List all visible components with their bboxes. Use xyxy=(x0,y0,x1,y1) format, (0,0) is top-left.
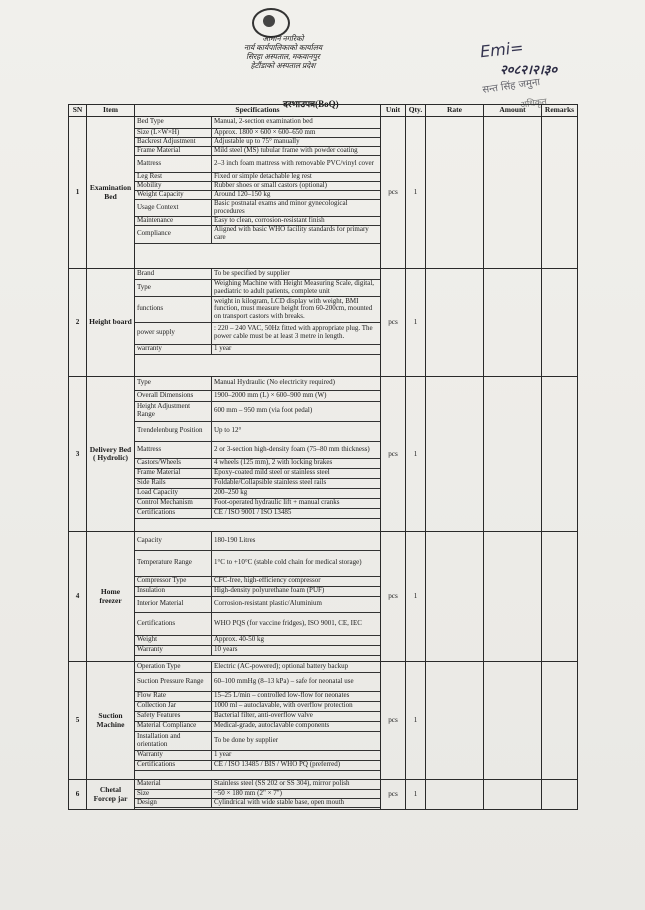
col-rate: Rate xyxy=(426,105,484,117)
spec-key: Load Capacity xyxy=(135,488,212,498)
spec-value: 1000 ml – autoclavable, with overflow protection xyxy=(212,701,381,711)
spec-row xyxy=(135,269,380,279)
spec-table xyxy=(135,532,380,656)
spec-row xyxy=(135,576,380,586)
stamp-line: आमान नगरिको xyxy=(262,34,304,43)
table-row xyxy=(69,117,578,269)
item-specifications xyxy=(135,780,381,810)
col-sn: SN xyxy=(69,105,87,117)
spec-key: Certifications xyxy=(135,612,212,635)
spec-value: Rubber shoes or small castors (optional) xyxy=(212,181,381,190)
spec-key: Backrest Adjustment xyxy=(135,137,212,146)
spec-key: Suction Pressure Range xyxy=(135,672,212,691)
item-qty: 1 xyxy=(406,117,426,269)
item-name: Home freezer xyxy=(87,532,135,662)
item-amount xyxy=(484,269,542,377)
spec-key: Warranty xyxy=(135,645,212,655)
stamp-line: सिरहा अस्पताल, मकवानपुर xyxy=(246,52,320,61)
spec-key: Overall Dimensions xyxy=(135,390,212,401)
spec-value: Up to 12° xyxy=(212,421,381,441)
spec-key: Operation Type xyxy=(135,662,212,672)
spec-value: 1 year xyxy=(212,344,381,354)
spec-key: Type xyxy=(135,377,212,390)
spec-value: High-density polyurethane foam (PUF) xyxy=(212,586,381,596)
spec-key: Frame Material xyxy=(135,468,212,478)
item-qty: 1 xyxy=(406,780,426,810)
spec-key: Brand xyxy=(135,269,212,279)
item-name: Examination Bed xyxy=(87,117,135,269)
spec-value: Epoxy-coated mild steel or stainless steel xyxy=(212,468,381,478)
spec-key: Mattress xyxy=(135,155,212,172)
spec-row xyxy=(135,731,380,750)
spec-row xyxy=(135,645,380,655)
table-row xyxy=(69,532,578,662)
spec-value: CE / ISO 9001 / ISO 13485 xyxy=(212,508,381,518)
item-name: Suction Machine xyxy=(87,662,135,780)
item-rate xyxy=(426,780,484,810)
item-unit: pcs xyxy=(381,117,406,269)
spec-key: Installation and orientation xyxy=(135,731,212,750)
col-qty: Qty. xyxy=(406,105,426,117)
office-stamp xyxy=(228,34,338,70)
boq-title: दरभाउपत्र(BoQ) xyxy=(283,99,339,109)
spec-key: Bed Type xyxy=(135,117,212,128)
col-amount: Amount xyxy=(484,105,542,117)
spec-key: Mobility xyxy=(135,181,212,190)
item-sn: 3 xyxy=(69,377,87,532)
spec-row xyxy=(135,401,380,421)
spec-key: Usage Context xyxy=(135,199,212,216)
spec-row xyxy=(135,750,380,760)
spec-key: Compressor Type xyxy=(135,576,212,586)
item-specifications xyxy=(135,532,381,662)
spec-value: Cylindrical with wide stable base, open mouth xyxy=(212,798,381,807)
spec-value: 10 years xyxy=(212,645,381,655)
spec-key: Temperature Range xyxy=(135,550,212,576)
spec-key: Capacity xyxy=(135,532,212,550)
spec-value: Foldable/Collapsible stainless steel rails xyxy=(212,478,381,488)
spec-row xyxy=(135,798,380,807)
spec-row xyxy=(135,760,380,770)
spec-key: warranty xyxy=(135,344,212,354)
item-name: Delivery Bed ( Hydrolic) xyxy=(87,377,135,532)
spec-row xyxy=(135,691,380,701)
spec-value: Around 120–150 kg xyxy=(212,190,381,199)
item-qty: 1 xyxy=(406,269,426,377)
spec-value: 200–250 kg xyxy=(212,488,381,498)
spec-row xyxy=(135,190,380,199)
spec-value: Aligned with basic WHO facility standards for primary care xyxy=(212,225,381,243)
signature-date: २०८२।२।३० xyxy=(500,63,558,78)
spec-value: Stainless steel (SS 202 or SS 304), mirror polish xyxy=(212,780,381,789)
item-sn: 6 xyxy=(69,780,87,810)
spec-row xyxy=(135,390,380,401)
spec-value: Basic postnatal exams and minor gynecological procedures xyxy=(212,199,381,216)
spec-value: ~50 × 180 mm (2" × 7") xyxy=(212,789,381,798)
col-specifications: Specifications xyxy=(135,105,381,117)
header-row xyxy=(69,105,578,117)
item-remarks xyxy=(542,377,578,532)
item-rate xyxy=(426,532,484,662)
spec-value: Adjustable up to 75° manually xyxy=(212,137,381,146)
spec-value: Manual, 2-section examination bed xyxy=(212,117,381,128)
item-rate xyxy=(426,117,484,269)
spec-value: Mild steel (MS) tubular frame with powder coating xyxy=(212,146,381,155)
spec-row xyxy=(135,279,380,296)
spec-row xyxy=(135,216,380,225)
item-specifications xyxy=(135,377,381,532)
spec-key: Mattress xyxy=(135,441,212,458)
spec-row xyxy=(135,672,380,691)
col-unit: Unit xyxy=(381,105,406,117)
item-specifications xyxy=(135,662,381,780)
table-row xyxy=(69,662,578,780)
spec-value: Electric (AC-powered); optional battery backup xyxy=(212,662,381,672)
spec-value: 2–3 inch foam mattress with removable PVC/vinyl cover xyxy=(212,155,381,172)
spec-value: 2 or 3-section high-density foam (75–80 mm thickness) xyxy=(212,441,381,458)
spec-value: Bacterial filter, anti-overflow valve xyxy=(212,711,381,721)
spec-key: Height Adjustment Range xyxy=(135,401,212,421)
spec-row xyxy=(135,586,380,596)
spec-row xyxy=(135,181,380,190)
spec-key: Control Mechanism xyxy=(135,498,212,508)
spec-row xyxy=(135,146,380,155)
spec-row xyxy=(135,701,380,711)
spec-key: Collection Jar xyxy=(135,701,212,711)
spec-row xyxy=(135,199,380,216)
signature-role: अधिकृत xyxy=(519,97,548,111)
item-amount xyxy=(484,377,542,532)
spec-value: CFC-free, high-efficiency compressor xyxy=(212,576,381,586)
item-sn: 5 xyxy=(69,662,87,780)
spec-value: 600 mm – 950 mm (via foot pedal) xyxy=(212,401,381,421)
item-name: Height board xyxy=(87,269,135,377)
spec-row xyxy=(135,421,380,441)
item-amount xyxy=(484,117,542,269)
item-rate xyxy=(426,377,484,532)
spec-value: 60–100 mmHg (8–13 kPa) – safe for neonatal use xyxy=(212,672,381,691)
item-amount xyxy=(484,532,542,662)
spec-row xyxy=(135,225,380,243)
item-remarks xyxy=(542,532,578,662)
spec-key: Certifications xyxy=(135,760,212,770)
item-name: Chetal Forcep jar xyxy=(87,780,135,810)
col-item: Item xyxy=(87,105,135,117)
spec-value: WHO PQS (for vaccine fridges), ISO 9001, CE, IEC xyxy=(212,612,381,635)
spec-key: Material Compliance xyxy=(135,721,212,731)
spec-row xyxy=(135,296,380,322)
spec-value: : 220 – 240 VAC, 50Hz fitted with appropriate plug. The power cable must be at least 3 metre in length. xyxy=(212,322,381,344)
spec-row xyxy=(135,635,380,645)
item-unit: pcs xyxy=(381,377,406,532)
spec-key: Safety Features xyxy=(135,711,212,721)
signature-name: सन्त सिंह जमुना xyxy=(481,76,541,96)
spec-value: Approx. 1800 × 600 × 600–650 mm xyxy=(212,128,381,137)
spec-value: Easy to clean, corrosion-resistant finish xyxy=(212,216,381,225)
spec-value: 15–25 L/min – controlled low-flow for neonates xyxy=(212,691,381,701)
item-qty: 1 xyxy=(406,377,426,532)
spec-row xyxy=(135,498,380,508)
spec-row xyxy=(135,612,380,635)
item-specifications xyxy=(135,117,381,269)
spec-key: Type xyxy=(135,279,212,296)
spec-key: Design xyxy=(135,798,212,807)
spec-value: 1 year xyxy=(212,750,381,760)
spec-value: Medical-grade, autoclavable components xyxy=(212,721,381,731)
spec-table xyxy=(135,780,380,808)
item-amount xyxy=(484,780,542,810)
spec-key: functions xyxy=(135,296,212,322)
spec-value: Fixed or simple detachable leg rest xyxy=(212,172,381,181)
spec-row xyxy=(135,128,380,137)
spec-row xyxy=(135,711,380,721)
spec-value: 4 wheels (125 mm), 2 with locking brakes xyxy=(212,458,381,468)
item-sn: 2 xyxy=(69,269,87,377)
spec-row xyxy=(135,344,380,354)
spec-row xyxy=(135,441,380,458)
spec-value: To be specified by supplier xyxy=(212,269,381,279)
item-unit: pcs xyxy=(381,269,406,377)
spec-key: Certifications xyxy=(135,508,212,518)
spec-row xyxy=(135,137,380,146)
spec-key: Interior Material xyxy=(135,596,212,612)
spec-row xyxy=(135,780,380,789)
spec-row xyxy=(135,662,380,672)
item-remarks xyxy=(542,780,578,810)
table-row xyxy=(69,780,578,810)
table-row xyxy=(69,377,578,532)
item-unit: pcs xyxy=(381,532,406,662)
spec-key: Trendelenburg Position xyxy=(135,421,212,441)
spec-row xyxy=(135,117,380,128)
item-rate xyxy=(426,662,484,780)
item-amount xyxy=(484,662,542,780)
spec-value: CE / ISO 13485 / BIS / WHO PQ (preferred) xyxy=(212,760,381,770)
spec-row xyxy=(135,550,380,576)
spec-row xyxy=(135,172,380,181)
item-unit: pcs xyxy=(381,662,406,780)
spec-key: Frame Material xyxy=(135,146,212,155)
spec-value: 1°C to +10°C (stable cold chain for medical storage) xyxy=(212,550,381,576)
item-sn: 1 xyxy=(69,117,87,269)
spec-value: 180-190 Litres xyxy=(212,532,381,550)
spec-row xyxy=(135,155,380,172)
spec-value: To be done by supplier xyxy=(212,731,381,750)
spec-value: 1900–2000 mm (L) × 600–900 mm (W) xyxy=(212,390,381,401)
spec-key: Weight xyxy=(135,635,212,645)
item-remarks xyxy=(542,269,578,377)
spec-value: Corrosion-resistant plastic/Aluminium xyxy=(212,596,381,612)
spec-key: Compliance xyxy=(135,225,212,243)
item-qty: 1 xyxy=(406,662,426,780)
spec-table xyxy=(135,117,380,244)
item-unit: pcs xyxy=(381,780,406,810)
spec-key: power supply xyxy=(135,322,212,344)
item-rate xyxy=(426,269,484,377)
boq-table xyxy=(68,104,578,810)
spec-value: Weighing Machine with Height Measuring Scale, digital, paediatric to adult patients, complete unit xyxy=(212,279,381,296)
spec-row xyxy=(135,488,380,498)
spec-key: Weight Capacity xyxy=(135,190,212,199)
spec-row xyxy=(135,322,380,344)
spec-row xyxy=(135,721,380,731)
spec-key: Side Rails xyxy=(135,478,212,488)
spec-key: Maintenance xyxy=(135,216,212,225)
spec-value: weight in kilogram, LCD display with weight, BMI function, must measure height from 60-200cm, mounted on transport castors with breaks. xyxy=(212,296,381,322)
spec-table xyxy=(135,377,380,519)
spec-key: Size xyxy=(135,789,212,798)
spec-row xyxy=(135,478,380,488)
spec-row xyxy=(135,458,380,468)
spec-row xyxy=(135,468,380,478)
spec-row xyxy=(135,532,380,550)
stamp-line: नार्य कार्यपालिकाको कार्यालय xyxy=(243,43,323,52)
stamp-line: हेटौंडाको अस्पताल प्रदेश xyxy=(250,61,316,70)
item-specifications xyxy=(135,269,381,377)
spec-key: Castors/Wheels xyxy=(135,458,212,468)
spec-row xyxy=(135,508,380,518)
item-remarks xyxy=(542,117,578,269)
spec-key: Warranty xyxy=(135,750,212,760)
spec-table xyxy=(135,662,380,771)
spec-key: Flow Rate xyxy=(135,691,212,701)
spec-key: Insulation xyxy=(135,586,212,596)
spec-row xyxy=(135,789,380,798)
spec-value: Manual Hydraulic (No electricity required) xyxy=(212,377,381,390)
signature: Emi= xyxy=(479,37,525,62)
spec-value: Approx. 40-50 kg xyxy=(212,635,381,645)
spec-row xyxy=(135,596,380,612)
spec-key: Size (L×W×H) xyxy=(135,128,212,137)
item-qty: 1 xyxy=(406,532,426,662)
item-remarks xyxy=(542,662,578,780)
col-remarks: Remarks xyxy=(542,105,578,117)
spec-table xyxy=(135,269,380,355)
spec-row xyxy=(135,377,380,390)
item-sn: 4 xyxy=(69,532,87,662)
spec-key: Material xyxy=(135,780,212,789)
spec-value: Foot-operated hydraulic lift + manual cranks xyxy=(212,498,381,508)
spec-key: Leg Rest xyxy=(135,172,212,181)
table-row xyxy=(69,269,578,377)
